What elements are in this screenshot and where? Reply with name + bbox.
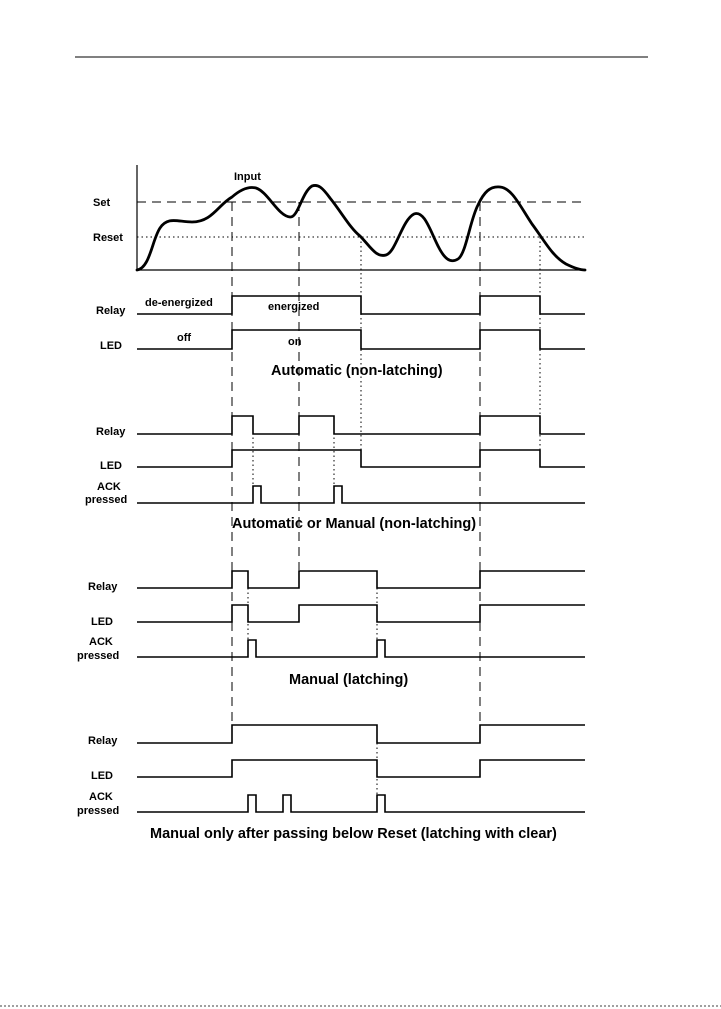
input-graph [93, 165, 585, 270]
ack-label: ACK [89, 791, 113, 803]
section-caption: Manual only after passing below Reset (latching with clear) [150, 826, 557, 842]
led-waveform [137, 760, 585, 777]
led-label: LED [100, 340, 122, 352]
pressed-label: pressed [77, 805, 120, 817]
led-waveform [137, 450, 585, 467]
section-automatic [96, 296, 585, 379]
relay-label: Relay [88, 581, 118, 593]
ack-label: ACK [89, 636, 113, 648]
ack-waveform [137, 486, 585, 503]
relay-waveform [137, 725, 585, 743]
relay-label: Relay [96, 305, 126, 317]
section-automatic-or-manual [85, 416, 585, 532]
led-waveform [137, 330, 585, 349]
de-energized-label: de-energized [145, 297, 213, 309]
ack-waveform [137, 640, 585, 657]
ack-label: ACK [97, 481, 121, 493]
graph-axes [137, 165, 585, 270]
off-label: off [177, 332, 192, 344]
led-label: LED [100, 460, 122, 472]
pressed-label: pressed [85, 494, 128, 506]
on-label: on [288, 336, 302, 348]
event-guides [232, 202, 540, 795]
section-caption: Automatic or Manual (non-latching) [232, 516, 477, 532]
led-label: LED [91, 616, 113, 628]
pressed-label: pressed [77, 650, 120, 662]
relay-label: Relay [88, 735, 118, 747]
energized-label: energized [268, 301, 320, 313]
section-caption: Automatic (non-latching) [271, 363, 443, 379]
relay-label: Relay [96, 426, 126, 438]
section-manual [77, 571, 585, 688]
input-curve [137, 185, 585, 270]
led-label: LED [91, 770, 113, 782]
section-caption: Manual (latching) [289, 672, 409, 688]
input-label: Input [234, 171, 261, 183]
ack-waveform [137, 795, 585, 812]
section-latching-with-clear [77, 725, 585, 842]
reset-label: Reset [93, 232, 123, 244]
relay-waveform [137, 571, 585, 588]
led-waveform [137, 605, 585, 622]
set-label: Set [93, 197, 111, 209]
